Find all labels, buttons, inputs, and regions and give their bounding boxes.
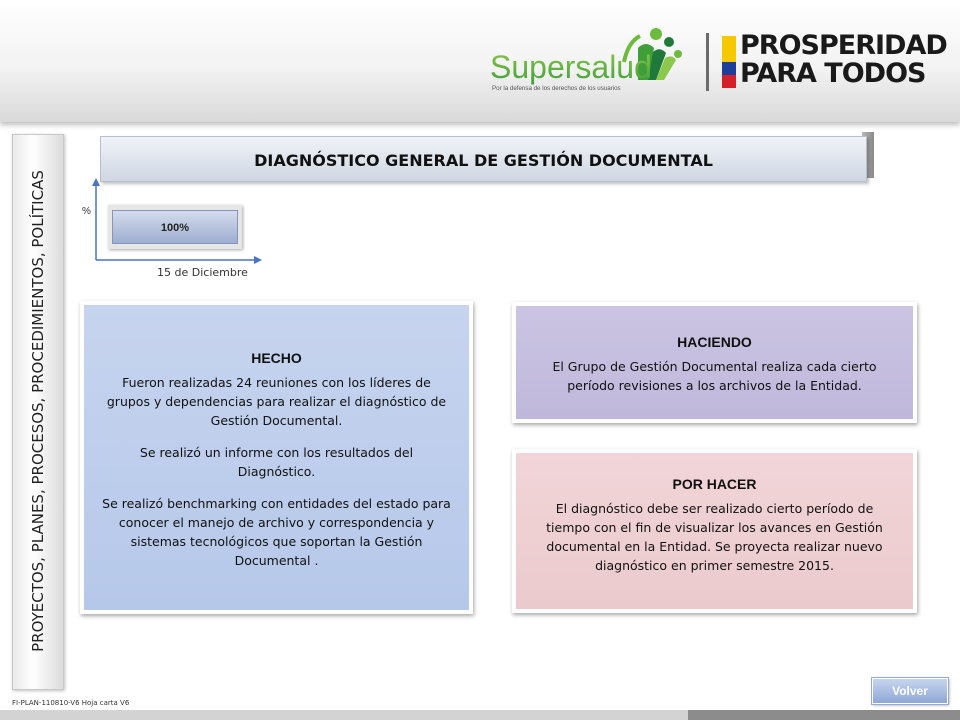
back-button[interactable]: Volver (872, 678, 948, 704)
prosperidad-logo (722, 30, 947, 92)
progress-bar (108, 205, 242, 249)
document-code: FI-PLAN-110810-V6 Hoja carta V6 (12, 699, 130, 707)
footer-strip (0, 710, 688, 720)
card-por-hacer-text: El diagnóstico debe ser realizado cierto período de tiempo con el fin de visualizar los avances en Gestión documental en la Entidad. Se proyecta realizar nuevo diagnóstico en primer semestre 2015. (546, 501, 883, 573)
supersalud-logo (488, 22, 698, 98)
card-hecho (80, 301, 473, 614)
progress-axis-label: % (82, 206, 91, 217)
sidebar-label: PROYECTOS, PLANES, PROCESOS, PROCEDIMIENTOS, POLÍTICAS (29, 170, 47, 652)
progress-bar-fill (112, 210, 238, 244)
card-haciendo (512, 302, 917, 423)
card-hecho-heading: HECHO (251, 350, 302, 366)
page-title: DIAGNÓSTICO GENERAL DE GESTIÓN DOCUMENTAL (254, 151, 713, 170)
header-band (0, 0, 960, 122)
prosperidad-line2: PARA TODOS (740, 58, 926, 89)
supersalud-tagline: Por la defensa de los derechos de los usuarios (492, 85, 621, 92)
footer-strip-dark (688, 710, 960, 720)
card-haciendo-heading: HACIENDO (677, 334, 752, 350)
supersalud-name: Supersalud (490, 49, 652, 85)
progress-date: 15 de Diciembre (157, 266, 248, 279)
card-hecho-paragraph: Se realizó un informe con los resultados del Diagnóstico. (139, 445, 414, 479)
card-hecho-paragraph: Se realizó benchmarking con entidades del estado para conocer el manejo de archivo y correspondencia y sistemas tecnológicos que soportan la Gestión Documental . (102, 496, 451, 568)
card-por-hacer-heading: POR HACER (672, 476, 757, 492)
colombia-flag-icon (722, 36, 736, 88)
logo-divider (706, 33, 709, 91)
card-haciendo-text: El Grupo de Gestión Documental realiza cada cierto período revisiones a los archivos de la Entidad. (552, 359, 877, 393)
prosperidad-line1: PROSPERIDAD (740, 30, 947, 61)
card-hecho-paragraph: Fueron realizadas 24 reuniones con los líderes de grupos y dependencias para realizar el diagnóstico de Gestión Documental. (106, 375, 447, 428)
card-por-hacer (512, 449, 917, 613)
progress-value: 100% (160, 222, 190, 234)
